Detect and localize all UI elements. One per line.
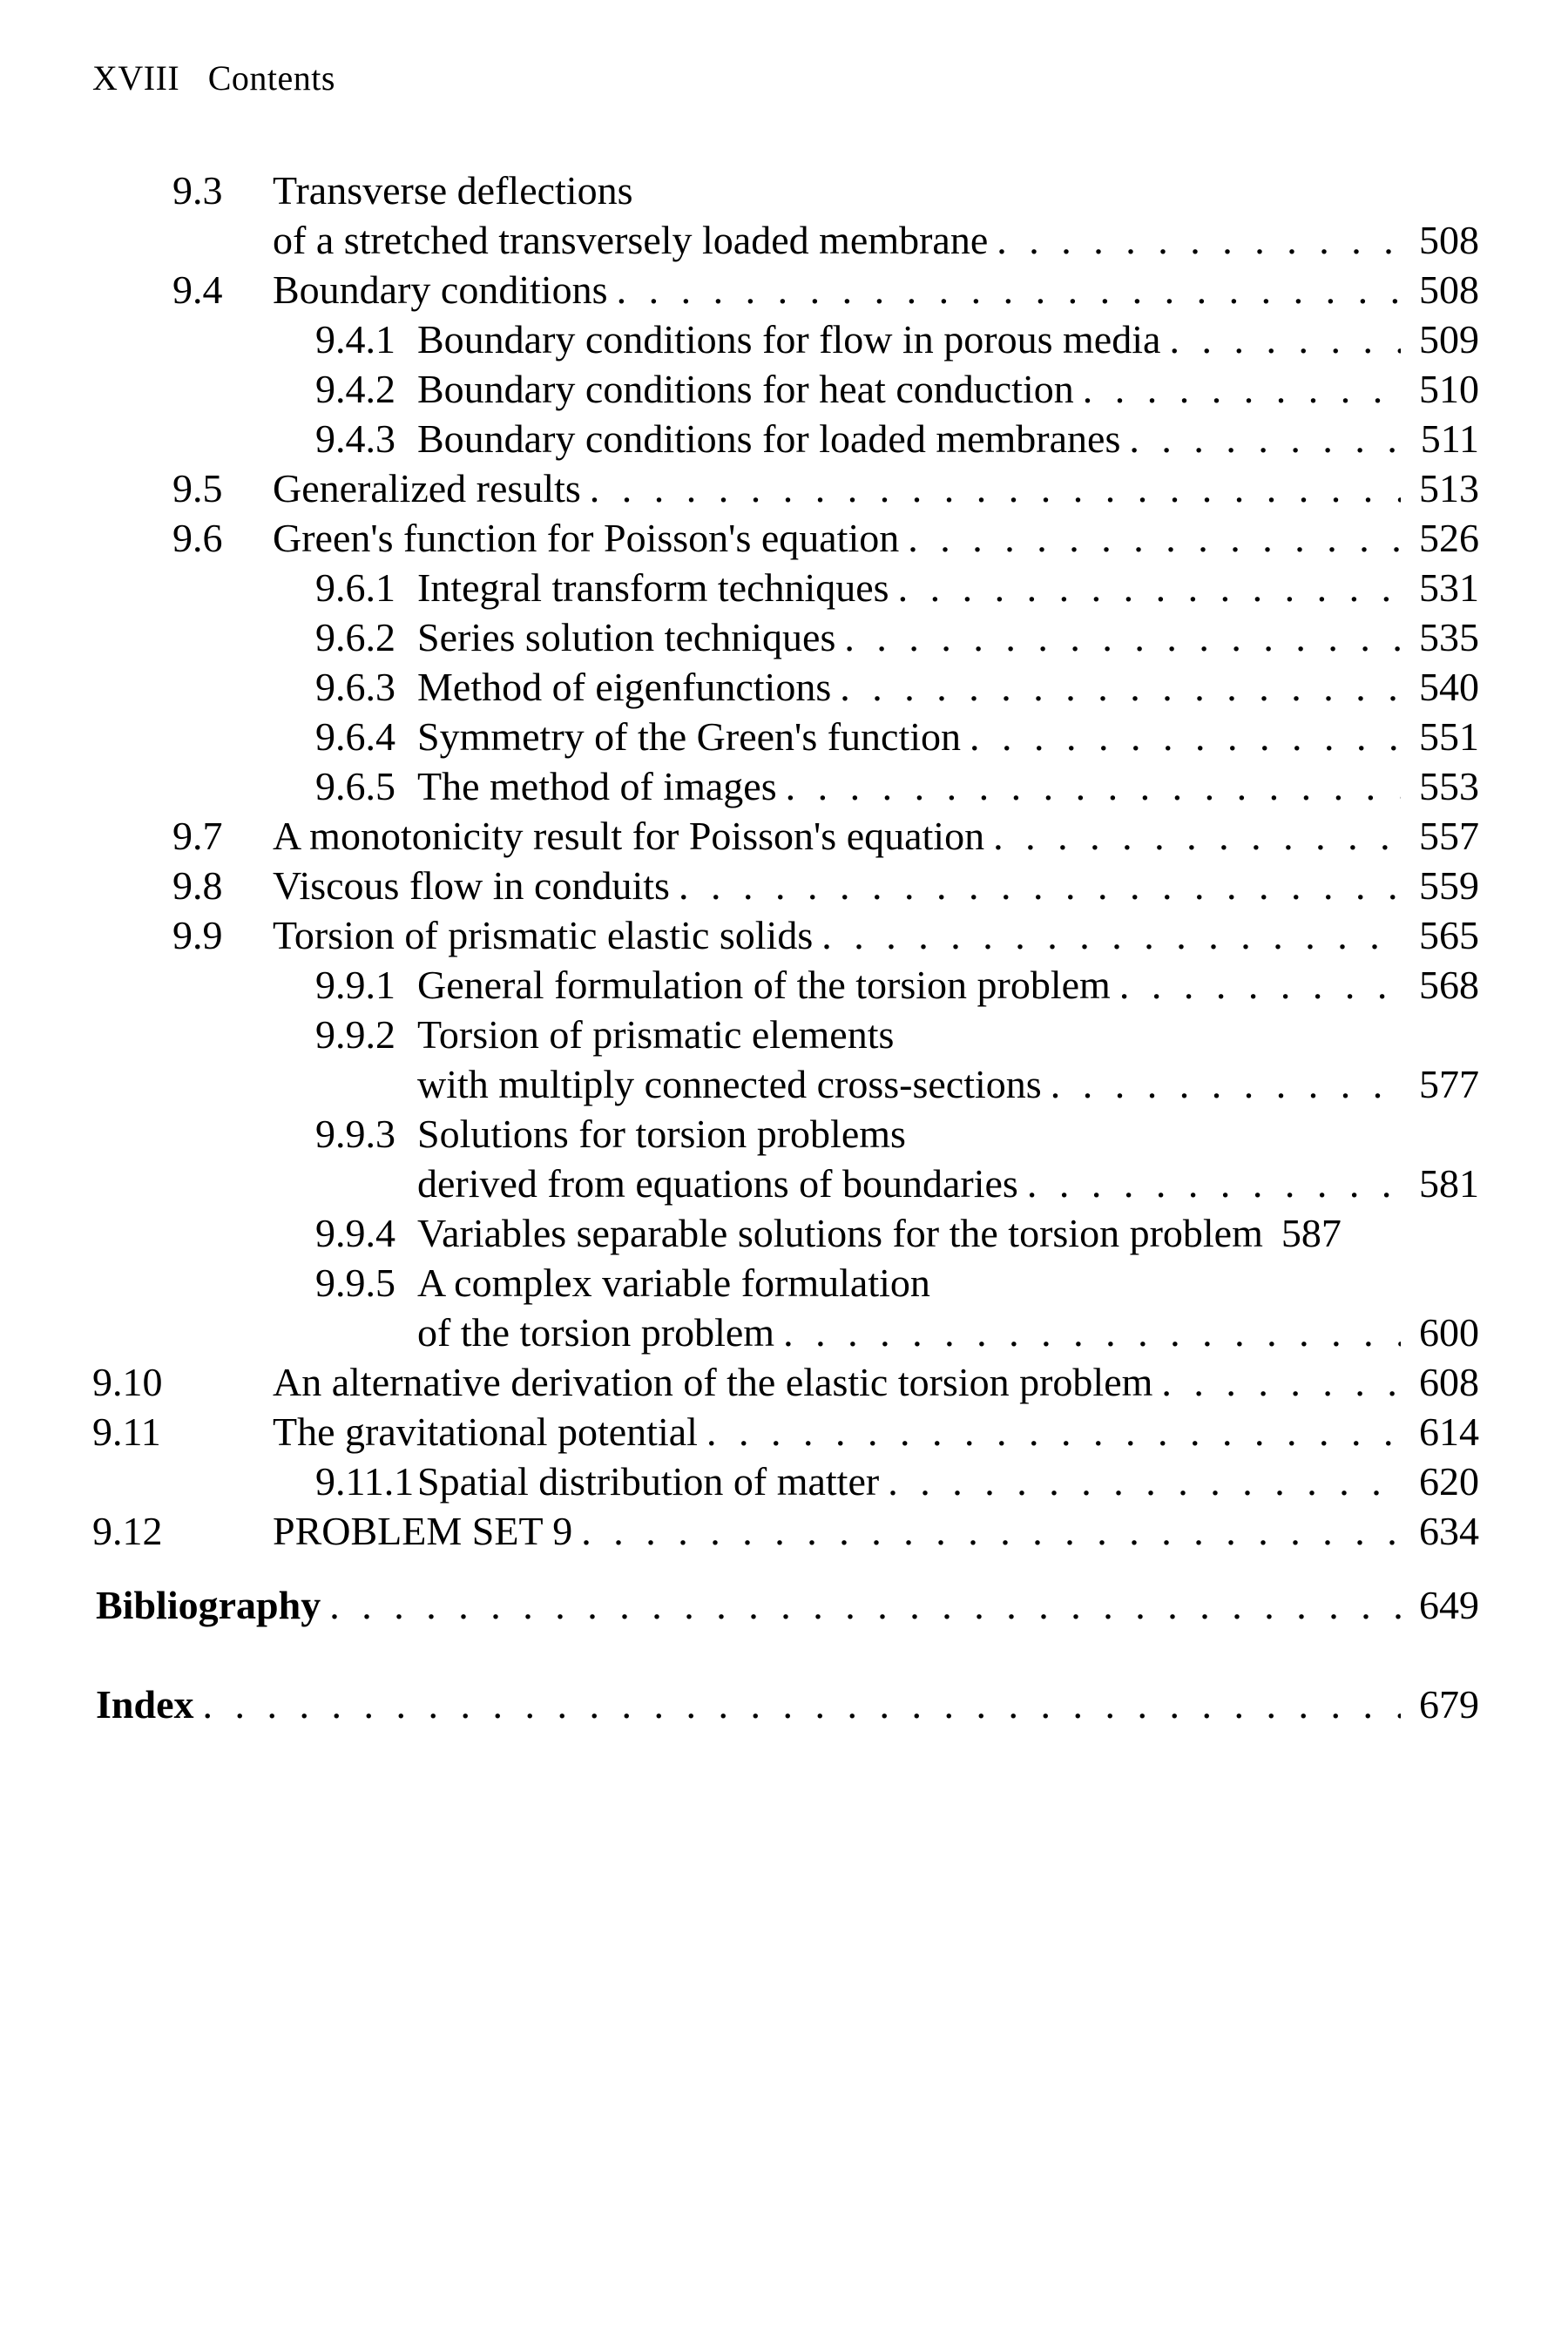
section-number: 9.11 [92,1409,161,1454]
subsection-number: 9.9.1 [315,963,395,1007]
page-number: 526 [1419,516,1479,560]
subsection-title: Series solution techniques [417,615,836,659]
section-title-continued: of a stretched transversely loaded membrane [273,218,989,262]
dot-leader [581,463,1401,513]
subsection-title: Boundary conditions for flow in porous media [417,317,1161,362]
toc-entry-9-10[interactable] [92,1357,1486,1407]
page-number: 540 [1419,665,1479,709]
page-number: 513 [1419,466,1479,510]
section-title: Torsion of prismatic elastic solids [273,913,814,957]
toc-entry-9-11-1[interactable] [92,1456,1486,1506]
subsection-number: 9.4.3 [315,416,395,461]
subsection-title: A complex variable formulation [417,1260,930,1305]
toc-entry-9-9-5-continued[interactable] [92,1308,1486,1357]
running-head [92,57,335,98]
page-number: 508 [1419,267,1479,312]
section-number: 9.8 [172,863,223,908]
toc-entry-9-7[interactable] [92,811,1486,861]
subsection-title: The method of images [417,764,777,808]
dot-leader [984,811,1401,861]
chapter-title: Bibliography [96,1583,321,1627]
dot-leader [698,1407,1401,1456]
subsection-number: 9.6.1 [315,565,395,610]
page-number: 649 [1419,1583,1479,1627]
section-number: 9.6 [172,516,223,560]
toc-entry-9-9-2-continued[interactable] [92,1059,1486,1109]
toc-entry-9-6[interactable] [92,513,1486,563]
section-title: Viscous flow in conduits [273,863,670,908]
dot-leader [988,215,1401,265]
toc-entry-index[interactable] [92,1655,1486,1754]
toc-entry-9-6-1[interactable] [92,563,1486,612]
page-number: 620 [1419,1459,1479,1504]
page-number: 565 [1419,913,1479,957]
subsection-title: Method of eigenfunctions [417,665,832,709]
toc-entry-9-6-5[interactable] [92,761,1486,811]
section-title: A monotonicity result for Poisson's equation [273,814,985,858]
page-number: 510 [1419,367,1479,411]
section-number: 9.12 [92,1509,163,1553]
page-folio: XVIII [92,58,180,98]
toc-entry-bibliography[interactable] [92,1556,1486,1655]
page-number: 568 [1419,963,1479,1007]
toc-entry-9-5[interactable] [92,463,1486,513]
table-of-contents [92,166,1486,1754]
dot-leader [1120,414,1401,463]
page-number: 608 [1419,1360,1479,1404]
toc-entry-9-9-3[interactable] [92,1109,1486,1159]
subsection-number: 9.9.2 [315,1012,395,1057]
toc-entry-9-6-3[interactable] [92,662,1486,712]
section-number: 9.10 [92,1360,163,1404]
subsection-title: Spatial distribution of matter [417,1459,880,1504]
toc-entry-9-6-2[interactable] [92,612,1486,662]
section-title: Green's function for Poisson's equation [273,516,900,560]
subsection-number: 9.4.1 [315,317,395,362]
subsection-title: Boundary conditions for loaded membranes [417,416,1121,461]
dot-leader [1074,364,1401,414]
dot-leader [774,1308,1401,1357]
dot-leader [572,1506,1401,1556]
toc-entry-9-9-4[interactable] [92,1208,1486,1258]
dot-leader [813,910,1401,960]
dot-leader [1111,960,1401,1010]
section-number: 9.5 [172,466,223,510]
subsection-title: Integral transform techniques [417,565,889,610]
subsection-number: 9.9.3 [315,1112,395,1156]
subsection-title-continued: with multiply connected cross-sections [417,1062,1042,1106]
dot-leader [608,265,1401,314]
section-title: The gravitational potential [273,1409,698,1454]
dot-leader [899,513,1401,563]
page-number: 634 [1419,1509,1479,1553]
subsection-number: 9.6.4 [315,714,395,759]
section-title: Transverse deflections [273,168,633,213]
section-number: 9.7 [172,814,223,858]
subsection-title: Torsion of prismatic elements [417,1012,895,1057]
page-number: 535 [1419,615,1479,659]
dot-leader [1042,1059,1401,1109]
subsection-title: Symmetry of the Green's function [417,714,962,759]
subsection-number: 9.6.5 [315,764,395,808]
dot-leader [321,1556,1401,1655]
page-number: 614 [1419,1409,1479,1454]
page-number: 511 [1420,416,1479,461]
toc-entry-9-8[interactable] [92,861,1486,910]
dot-leader [1018,1159,1401,1208]
page-number: 553 [1419,764,1479,808]
toc-entry-9-9-5[interactable] [92,1258,1486,1308]
subsection-number: 9.9.5 [315,1260,395,1305]
page-number: 551 [1419,714,1479,759]
subsection-number: 9.6.3 [315,665,395,709]
dot-leader [879,1456,1401,1506]
toc-entry-9-12[interactable] [92,1506,1486,1556]
page-number: 508 [1419,218,1479,262]
page-number: 679 [1419,1682,1479,1727]
dot-leader [889,563,1401,612]
page-number: 509 [1419,317,1479,362]
page-number: 600 [1419,1310,1479,1355]
toc-entry-9-4-2[interactable] [92,364,1486,414]
section-title: Generalized results [273,466,581,510]
dot-leader [961,712,1401,761]
section-title: An alternative derivation of the elastic torsion problem [273,1360,1153,1404]
dot-leader [670,861,1401,910]
dot-leader [1152,1357,1401,1407]
toc-entry-9-9-1[interactable] [92,960,1486,1010]
dot-leader [1160,314,1401,364]
subsection-title: Solutions for torsion problems [417,1112,906,1156]
subsection-title: Boundary conditions for heat conduction [417,367,1074,411]
subsection-number: 9.4.2 [315,367,395,411]
page-number: 557 [1419,814,1479,858]
section-title: Boundary conditions [273,267,608,312]
dot-leader [835,612,1401,662]
page-number: 559 [1419,863,1479,908]
page-number: 531 [1419,565,1479,610]
dot-leader [831,662,1401,712]
subsection-title: General formulation of the torsion problem [417,963,1111,1007]
toc-entry-9-9[interactable] [92,910,1486,960]
chapter-title: Index [96,1682,194,1727]
subsection-title: Variables separable solutions for the torsion problem [417,1211,1263,1255]
toc-entry-9-9-3-continued[interactable] [92,1159,1486,1208]
toc-entry-9-6-4[interactable] [92,712,1486,761]
section-number: 9.4 [172,267,223,312]
subsection-number: 9.9.4 [315,1211,395,1255]
page-number: 581 [1419,1161,1479,1206]
toc-entry-9-4[interactable] [92,265,1486,314]
toc-entry-9-9-2[interactable] [92,1010,1486,1059]
toc-entry-9-3-continued[interactable] [92,215,1486,265]
page-number: 587 [1281,1211,1342,1255]
toc-entry-9-4-1[interactable] [92,314,1486,364]
section-title: PROBLEM SET 9 [273,1509,573,1553]
subsection-title-continued: derived from equations of boundaries [417,1161,1018,1206]
dot-leader [193,1655,1401,1754]
subsection-number: 9.6.2 [315,615,395,659]
toc-entry-9-11[interactable] [92,1407,1486,1456]
section-number: 9.9 [172,913,223,957]
page-number: 577 [1419,1062,1479,1106]
toc-entry-9-4-3[interactable] [92,414,1486,463]
section-number: 9.3 [172,168,223,213]
toc-entry-9-3[interactable] [92,166,1486,215]
dot-leader [777,761,1401,811]
running-head-title: Contents [207,58,335,98]
subsection-number: 9.11.1 [315,1459,415,1504]
subsection-title-continued: of the torsion problem [417,1310,775,1355]
